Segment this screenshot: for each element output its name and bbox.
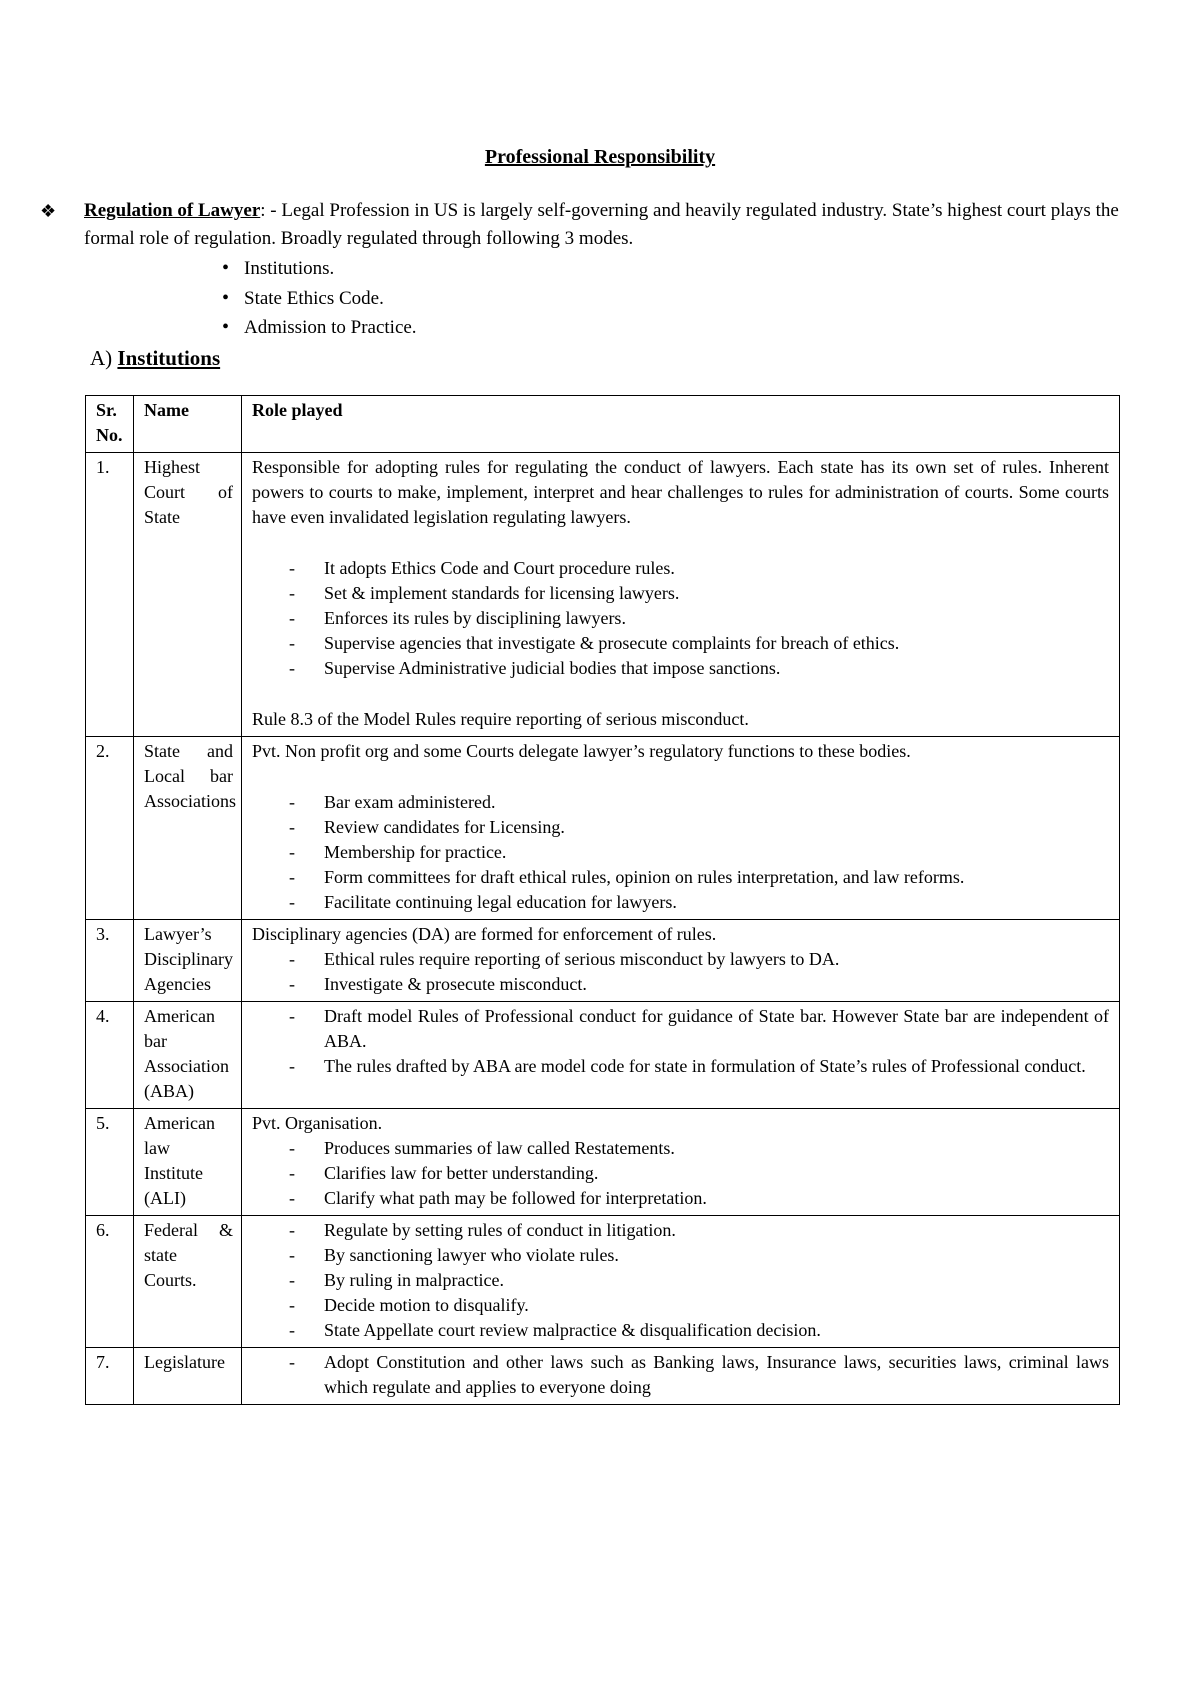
- list-item: - Bar exam administered.: [324, 790, 1109, 815]
- role-intro: Pvt. Non profit org and some Courts delegate lawyer’s regulatory functions to these bodies.: [252, 741, 911, 761]
- row-number: 2.: [86, 737, 134, 920]
- row-name: Legislature: [134, 1348, 242, 1405]
- list-item: - Clarifies law for better understanding.: [324, 1161, 1109, 1186]
- row-role: [242, 453, 1120, 737]
- header-name: Name: [134, 396, 242, 453]
- page-title: Professional Responsibility: [484, 146, 716, 168]
- list-item: - Investigate & prosecute misconduct.: [324, 972, 1109, 997]
- list-item: • Institutions.: [224, 254, 417, 284]
- list-item: - Form committees for draft ethical rules, opinion on rules interpretation, and law reforms.: [324, 865, 1109, 890]
- role-list: [252, 1004, 1109, 1079]
- list-item: - It adopts Ethics Code and Court procedure rules.: [324, 556, 1109, 581]
- intro-heading: Regulation of Lawyer: [84, 200, 261, 221]
- row-name: American law Institute (ALI): [134, 1109, 242, 1216]
- header-sr-no: Sr. No.: [86, 396, 134, 453]
- role-list: [252, 790, 1109, 915]
- section-title: Institutions: [117, 346, 221, 370]
- list-item: - Membership for practice.: [324, 840, 1109, 865]
- list-item: - Supervise agencies that investigate & prosecute complaints for breach of ethics.: [324, 631, 1109, 656]
- list-item: - Review candidates for Licensing.: [324, 815, 1109, 840]
- row-role: [242, 1002, 1120, 1109]
- table-row: [86, 1002, 1120, 1109]
- list-item: - Clarify what path may be followed for interpretation.: [324, 1186, 1109, 1211]
- row-name: American bar Association (ABA): [134, 1002, 242, 1109]
- list-item: - Decide motion to disqualify.: [324, 1293, 1109, 1318]
- list-item: - The rules drafted by ABA are model code for state in formulation of State’s rules of Professional conduct.: [324, 1054, 1109, 1079]
- role-intro: Responsible for adopting rules for regulating the conduct of lawyers. Each state has its own set of rules. Inherent powers to courts to make, implement, interpret and hear challenges to rules for administration of courts. Some courts have even invalidated legislation regulating lawyers.: [252, 457, 1109, 527]
- row-name: Lawyer’s Disciplinary Agencies: [134, 920, 242, 1002]
- table-row: [86, 1109, 1120, 1216]
- row-role: [242, 737, 1120, 920]
- list-item: - Set & implement standards for licensing lawyers.: [324, 581, 1109, 606]
- row-name: State and Local bar Associations: [134, 737, 242, 920]
- diamond-bullet-icon: ❖: [40, 201, 57, 221]
- role-list: [252, 1350, 1109, 1400]
- list-item: - Draft model Rules of Professional conduct for guidance of State bar. However State bar are independent of ABA.: [324, 1004, 1109, 1054]
- role-list: [252, 947, 1109, 997]
- regulation-modes-list: [224, 254, 417, 343]
- list-item: - Produces summaries of law called Restatements.: [324, 1136, 1109, 1161]
- table-row: [86, 453, 1120, 737]
- header-role: Role played: [242, 396, 1120, 453]
- role-intro: Pvt. Organisation.: [252, 1113, 383, 1133]
- row-number: 5.: [86, 1109, 134, 1216]
- role-list: [252, 556, 1109, 681]
- table-header-row: [86, 396, 1120, 453]
- table-row: [86, 737, 1120, 920]
- list-item: - Enforces its rules by disciplining lawyers.: [324, 606, 1109, 631]
- row-name: Highest Court of State: [134, 453, 242, 737]
- list-item: - Facilitate continuing legal education for lawyers.: [324, 890, 1109, 915]
- row-number: 1.: [86, 453, 134, 737]
- list-item: • State Ethics Code.: [224, 284, 417, 314]
- section-heading: [90, 346, 220, 371]
- list-item: - Supervise Administrative judicial bodies that impose sanctions.: [324, 656, 1109, 681]
- row-number: 6.: [86, 1216, 134, 1348]
- row-role: [242, 1109, 1120, 1216]
- list-item: - Regulate by setting rules of conduct in litigation.: [324, 1218, 1109, 1243]
- role-list: [252, 1136, 1109, 1211]
- row-number: 7.: [86, 1348, 134, 1405]
- table-row: [86, 920, 1120, 1002]
- row-name: Federal & state Courts.: [134, 1216, 242, 1348]
- row-role: [242, 920, 1120, 1002]
- list-item: - Adopt Constitution and other laws such as Banking laws, Insurance laws, securities laws, criminal laws which regulate and applies to everyone doing: [324, 1350, 1109, 1400]
- list-item: - By ruling in malpractice.: [324, 1268, 1109, 1293]
- intro-text: : - Legal Profession in US is largely self-governing and heavily regulated industry. State’s highest court plays the formal role of regulation. Broadly regulated through following 3 modes.: [84, 200, 1119, 249]
- row-role: [242, 1348, 1120, 1405]
- institutions-table: [85, 395, 1120, 1405]
- role-note: Rule 8.3 of the Model Rules require reporting of serious misconduct.: [252, 709, 749, 729]
- row-number: 4.: [86, 1002, 134, 1109]
- row-role: [242, 1216, 1120, 1348]
- row-number: 3.: [86, 920, 134, 1002]
- list-item: - State Appellate court review malpractice & disqualification decision.: [324, 1318, 1109, 1343]
- list-item: - By sanctioning lawyer who violate rules.: [324, 1243, 1109, 1268]
- table-row: [86, 1348, 1120, 1405]
- intro-paragraph: [40, 197, 1124, 253]
- list-item: • Admission to Practice.: [224, 313, 417, 343]
- role-list: [252, 1218, 1109, 1343]
- table-row: [86, 1216, 1120, 1348]
- list-item: - Ethical rules require reporting of serious misconduct by lawyers to DA.: [324, 947, 1109, 972]
- section-prefix: A): [90, 346, 113, 370]
- role-intro: Disciplinary agencies (DA) are formed for enforcement of rules.: [252, 924, 717, 944]
